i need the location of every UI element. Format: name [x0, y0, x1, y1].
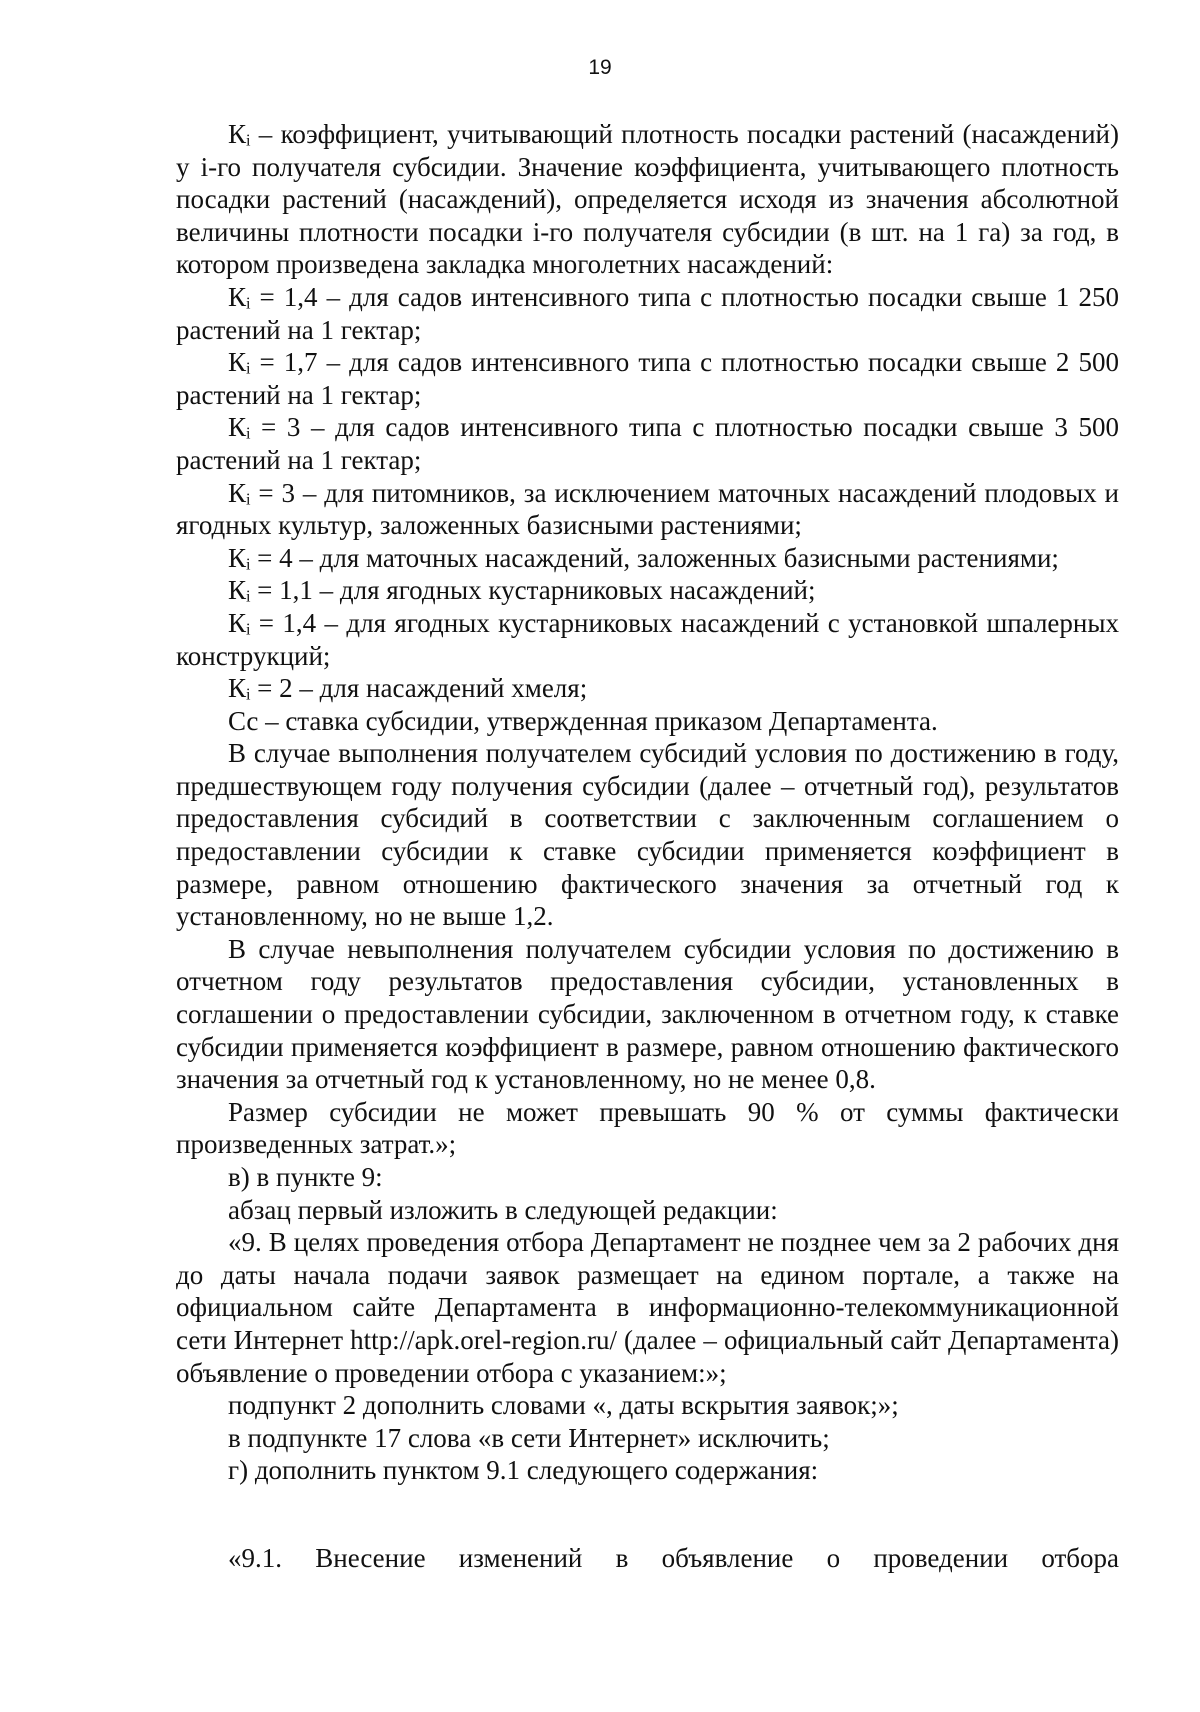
paragraph-coefficient-4: Кᵢ = 4 – для маточных насаждений, заложенных базисными растениями;	[228, 542, 1059, 573]
page-number: 19	[588, 56, 612, 79]
paragraph-coefficient-2-hops: Кᵢ = 2 – для насаждений хмеля;	[228, 673, 588, 704]
paragraph-coefficient-3-nurseries: Кᵢ = 3 – для питомников, за исключением маточных насаждений плодовых и ягодных культур, заложенных базисными растениями;	[176, 477, 1119, 541]
paragraph-coefficient-1-4-trellis: Кᵢ = 1,4 – для ягодных кустарниковых насаждений с установкой шпалерных конструкций;	[176, 607, 1119, 671]
paragraph-first-abstract: абзац первый изложить в следующей редакции:	[228, 1194, 778, 1225]
paragraph-nonfulfillment-coefficient: В случае невыполнения получателем субсидии условия по достижению в отчетном году результатов предоставления субсидии, установленных в соглашении о предоставлении субсидии, заключенном в отчетном году, к ставке субсидии применяется коэффициент в размере, равном отношению фактического значения за отчетный год к установленному, но не менее 0,8.	[176, 933, 1119, 1095]
paragraph-item-g: г) дополнить пунктом 9.1 следующего содержания:	[228, 1455, 819, 1486]
paragraph-coefficient-definition: Кᵢ – коэффициент, учитывающий плотность посадки растений (насаждений) у i-го получателя субсидии. Значение коэффициента, учитывающего плотность посадки растений (насаждений), определяется исходя из значения абсолютной величины плотности посадки i-го получателя субсидии (в шт. на 1 га) за год, в котором произведена закладка многолетних насаждений:	[176, 119, 1119, 280]
paragraph-coefficient-1-4: Кᵢ = 1,4 – для садов интенсивного типа с плотностью посадки свыше 1 250 растений на 1 гектар;	[176, 281, 1119, 345]
paragraph-coefficient-3-gardens: Кᵢ = 3 – для садов интенсивного типа с плотностью посадки свыше 3 500 растений на 1 гектар;	[176, 412, 1119, 475]
paragraph-item-v: в) в пункте 9:	[228, 1162, 383, 1192]
paragraph-subsidy-rate: Сс – ставка субсидии, утвержденная приказом Департамента.	[228, 705, 938, 736]
paragraph-item-9: «9. В целях проведения отбора Департамент не позднее чем за 2 рабочих дня до даты начала подачи заявок размещает на едином портале, а также на официальном сайте Департамента в информационно-телекоммуникационной сети Интернет http://apk.orel-region.ru/ (далее – официальный сайт Департамента) объявление о проведении отбора с указанием:»;	[176, 1227, 1119, 1388]
paragraph-fulfillment-coefficient: В случае выполнения получателем субсидий условия по достижению в году, предшествующем году получения субсидии (далее – отчетный год), результатов предоставления субсидий в соответствии с заключенным соглашением о предоставлении субсидии к ставке субсидии применяется коэффициент в размере, равном отношению фактического значения за отчетный год к установленному, но не выше 1,2.	[176, 738, 1119, 932]
document-body	[176, 118, 1119, 1487]
paragraph-subitem-17: в подпункте 17 слова «в сети Интернет» исключить;	[228, 1422, 830, 1453]
paragraph-subsidy-limit: Размер субсидии не может превышать 90 % от суммы фактически произведенных затрат.»;	[176, 1096, 1119, 1160]
paragraph-coefficient-1-7: Кᵢ = 1,7 – для садов интенсивного типа с плотностью посадки свыше 2 500 растений на 1 гектар;	[176, 347, 1119, 410]
paragraph-item-9-1-start: «9.1. Внесение изменений в объявление о проведении отбора	[228, 1543, 1119, 1573]
paragraph-subitem-2: подпункт 2 дополнить словами «, даты вскрытия заявок;»;	[228, 1390, 899, 1421]
paragraph-coefficient-1-1: Кᵢ = 1,1 – для ягодных кустарниковых насаждений;	[228, 575, 816, 606]
